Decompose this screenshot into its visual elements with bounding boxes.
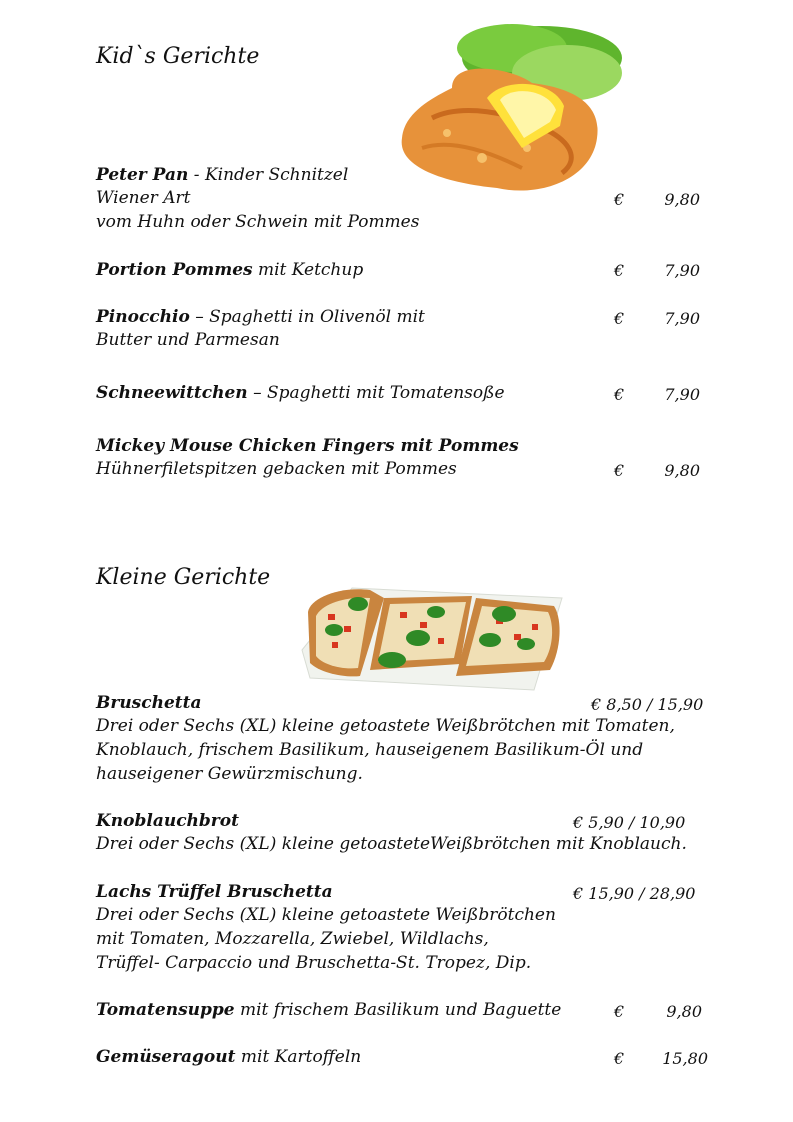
menu-item-schneewittchen: Schneewittchen – Spaghetti mit Tomatensoße — [96, 383, 505, 403]
menu-item-tomatensuppe: Tomatensuppe mit frischem Basilikum und Baguette — [96, 1000, 562, 1020]
menu-item-portion-pommes: Portion Pommes mit Ketchup — [96, 260, 364, 280]
menu-item-desc: Knoblauch, frischem Basilikum, hauseigenem Basilikum-Öl und — [96, 740, 644, 760]
menu-item-lachs-trueffel: Lachs Trüffel Bruschetta — [96, 882, 333, 902]
menu-item-price: 15,80 — [662, 1049, 708, 1068]
menu-item-desc: Drei oder Sechs (XL) kleine getoasteteWeißbrötchen mit Knoblauch. — [96, 834, 687, 854]
menu-item-price: 7,90 — [664, 309, 700, 328]
euro-sign: € — [614, 309, 625, 328]
menu-item-price: 9,80 — [666, 1002, 702, 1021]
menu-item-desc: mit Tomaten, Mozzarella, Zwiebel, Wildlachs, — [96, 929, 489, 949]
menu-item-pinocchio: Pinocchio – Spaghetti in Olivenöl mit — [96, 307, 425, 327]
euro-sign: € — [614, 190, 625, 209]
menu-item-price: 7,90 — [664, 385, 700, 404]
menu-item-price: 7,90 — [664, 261, 700, 280]
bruschetta-image — [300, 578, 565, 696]
menu-item-desc: Trüffel- Carpaccio und Bruschetta-St. Tropez, Dip. — [96, 953, 532, 973]
menu-item-price: € 15,90 / 28,90 — [573, 884, 696, 903]
menu-item-desc: Wiener Art — [96, 188, 191, 208]
menu-item-price: 9,80 — [664, 190, 700, 209]
menu-item-desc: Hühnerfiletspitzen gebacken mit Pommes — [96, 459, 457, 479]
euro-sign: € — [614, 1049, 625, 1068]
menu-item-gemueseragout: Gemüseragout mit Kartoffeln — [96, 1047, 362, 1067]
menu-item-bruschetta: Bruschetta — [96, 693, 202, 713]
schnitzel-image — [392, 18, 632, 208]
menu-item-desc: Drei oder Sechs (XL) kleine getoastete Weißbrötchen mit Tomaten, — [96, 716, 675, 736]
menu-item-peter-pan: Peter Pan - Kinder Schnitzel — [96, 165, 349, 185]
menu-item-desc: vom Huhn oder Schwein mit Pommes — [96, 212, 420, 232]
euro-sign: € — [614, 385, 625, 404]
menu-item-desc: Drei oder Sechs (XL) kleine getoastete Weißbrötchen — [96, 905, 556, 925]
menu-item-knoblauchbrot: Knoblauchbrot — [96, 811, 239, 831]
menu-item-price: € 8,50 / 15,90 — [591, 695, 704, 714]
menu-item-price: € 5,90 / 10,90 — [573, 813, 686, 832]
section-title-kleine: Kleine Gerichte — [96, 565, 271, 590]
euro-sign: € — [614, 1002, 625, 1021]
menu-item-desc: Butter und Parmesan — [96, 330, 280, 350]
euro-sign: € — [614, 261, 625, 280]
menu-item-mickey-mouse: Mickey Mouse Chicken Fingers mit Pommes — [96, 436, 519, 456]
menu-item-price: 9,80 — [664, 461, 700, 480]
menu-item-desc: hauseigener Gewürzmischung. — [96, 764, 363, 784]
euro-sign: € — [614, 461, 625, 480]
section-title-kids: Kid`s Gerichte — [96, 44, 260, 69]
